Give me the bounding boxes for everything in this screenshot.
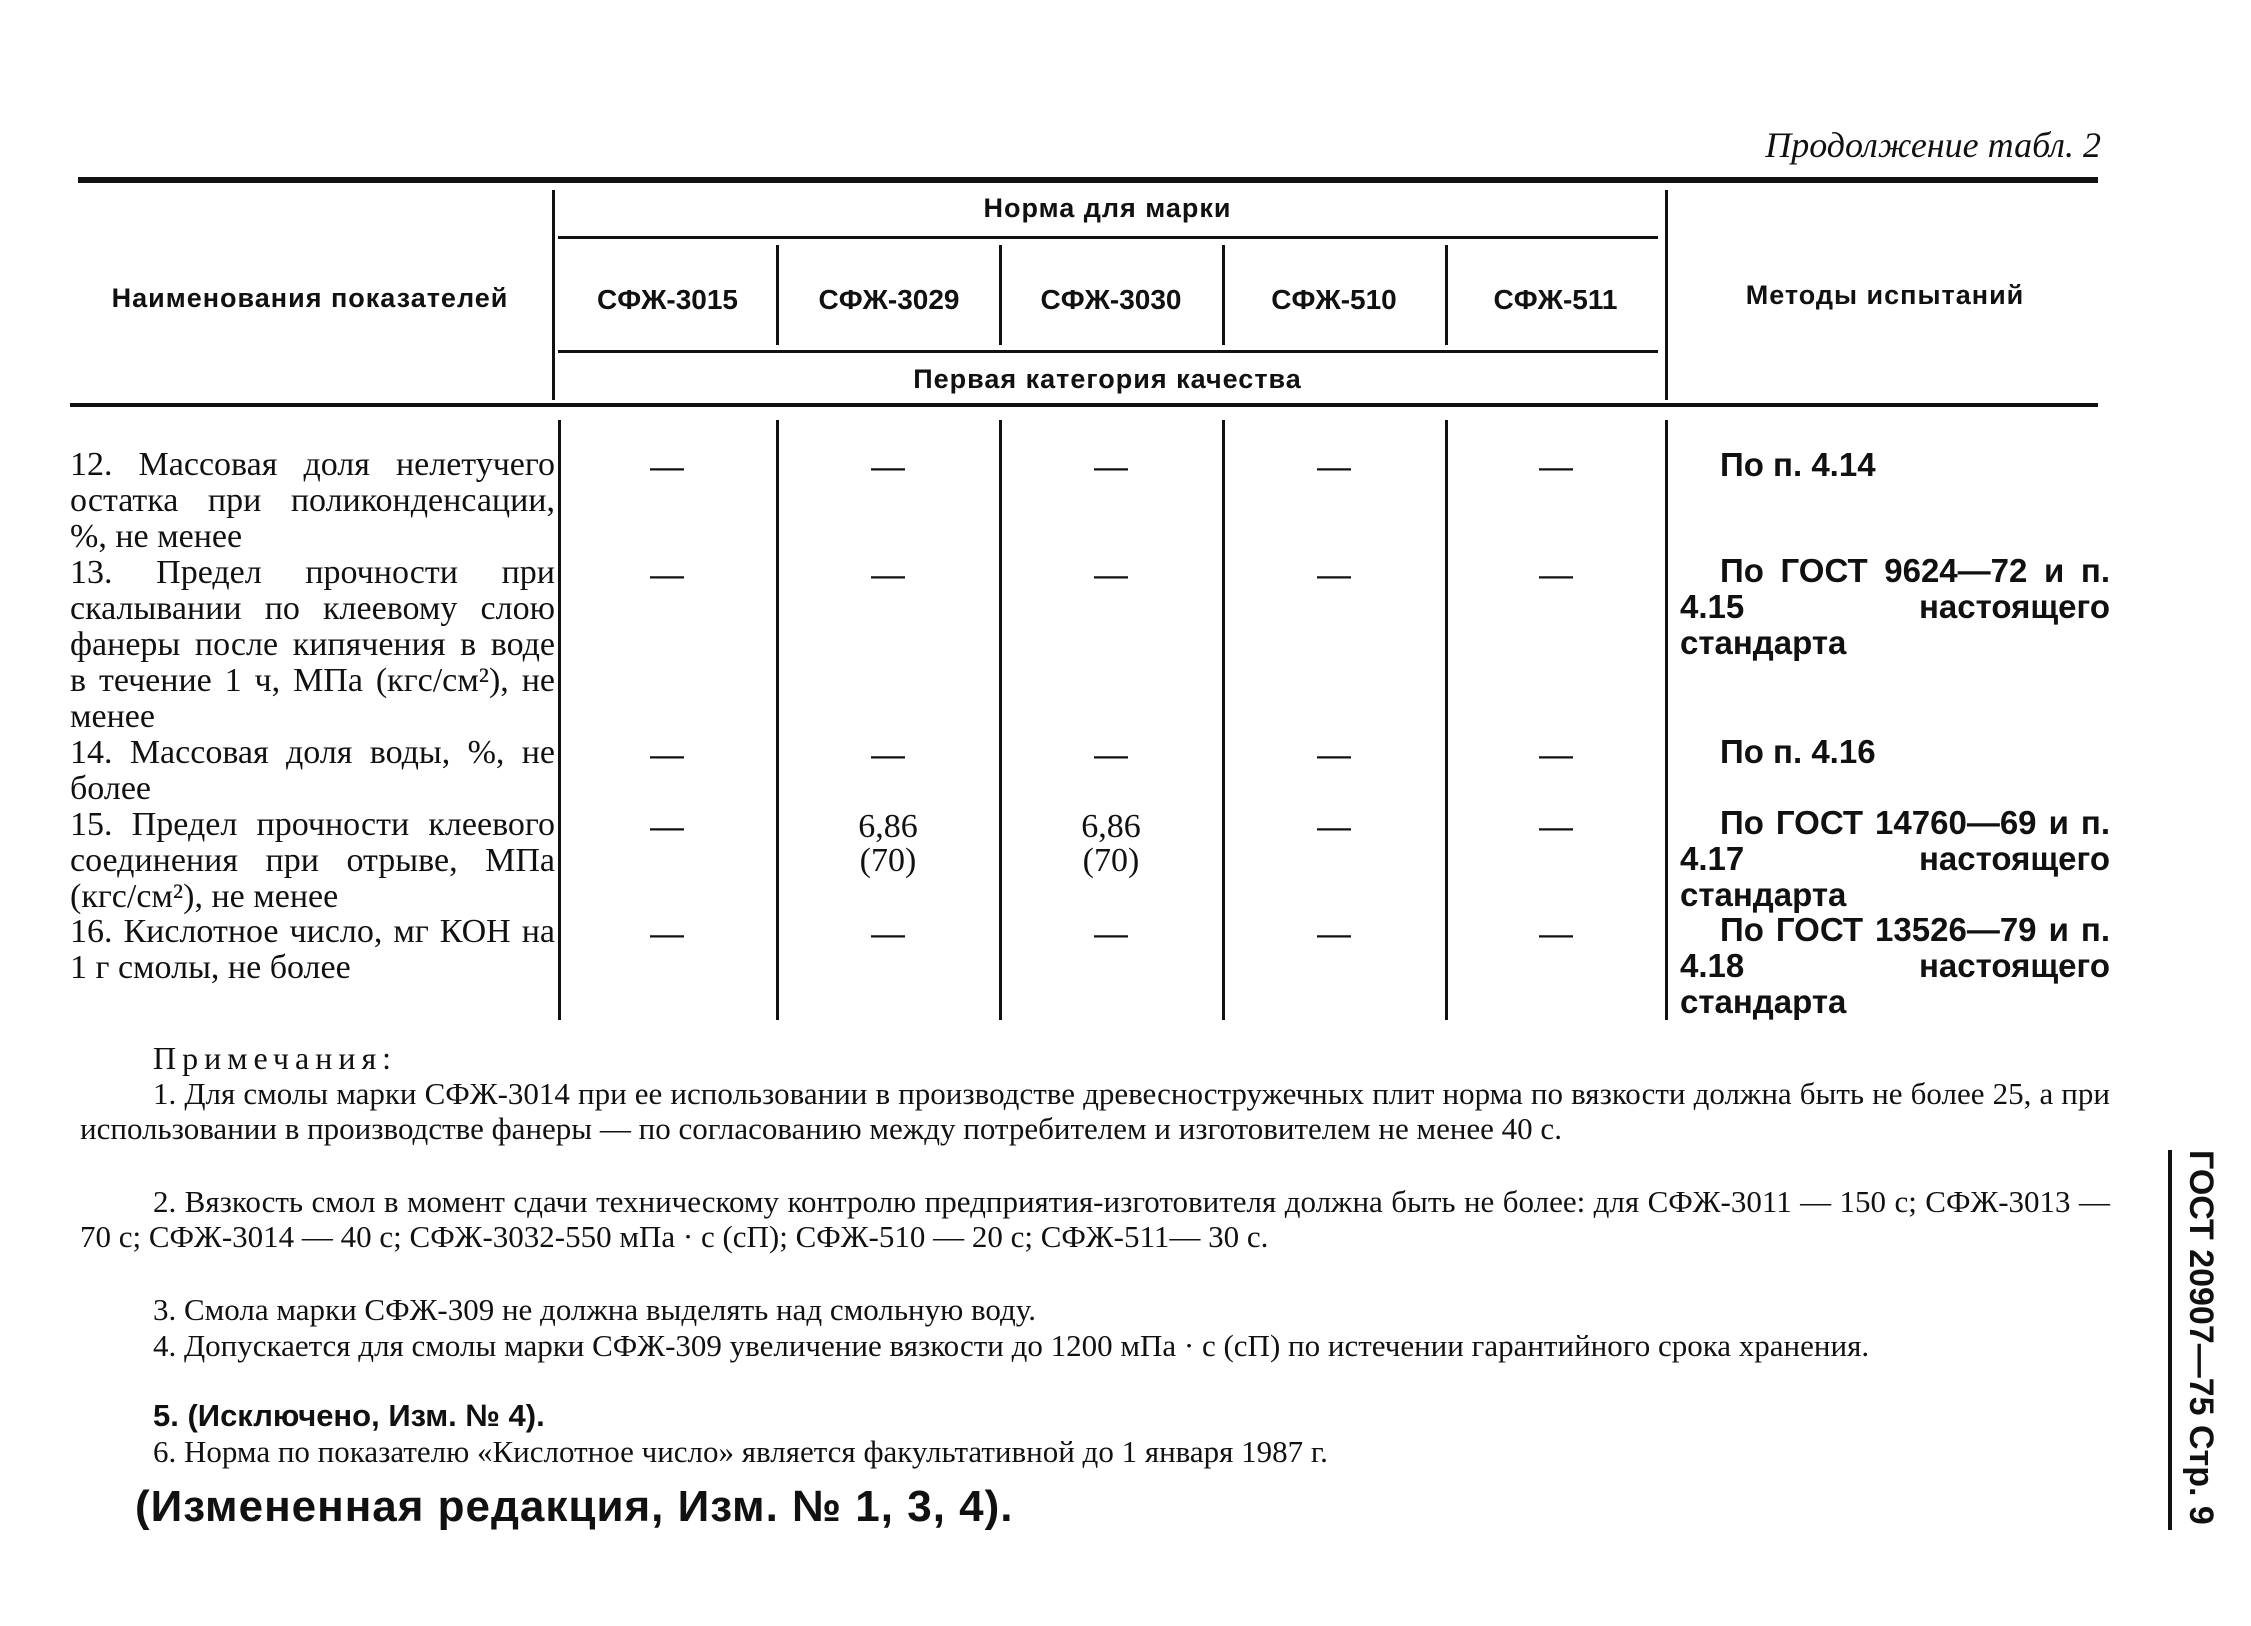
row-16-value-511: — <box>1539 915 1573 953</box>
row-15-value-3029: 6,86 (70) <box>858 808 918 879</box>
body-col-divider-2 <box>999 420 1002 1020</box>
table-top-rule <box>78 177 2098 183</box>
row-13-value-3015: — <box>650 556 684 594</box>
mark-sfzh-511: СФЖ-511 <box>1493 284 1618 315</box>
norm-subheader-rule <box>558 236 1658 239</box>
row-13-value-3029: — <box>871 556 905 594</box>
header-bottom-rule <box>70 403 2098 407</box>
note-2: 2. Вязкость смол в момент сдачи техническому контролю предприятия-изготовителя должна быть не более: для СФЖ-3011 — 150 с; СФЖ-3013 — 70 с; СФЖ-3014 — 40 с; СФЖ-3032-550 мПа · с (сП); СФЖ-510 — 20 с; СФЖ-511— 30 с. <box>80 1184 2110 1254</box>
col-divider-mark-1 <box>776 245 779 345</box>
norm-header: Норма для марки <box>983 193 1232 223</box>
methods-column-header: Методы испытаний <box>1745 280 2025 310</box>
row-12-value-511: — <box>1539 448 1573 486</box>
note-1: 1. Для смолы марки СФЖ-3014 при ее использовании в производстве древесностружечных плит норма по вязкости должна быть не более 25, а при использовании в производстве фанеры — по согласованию между потребителем и изготовителем не менее 40 с. <box>80 1076 2110 1146</box>
row-12-method: По п. 4.14 <box>1720 446 1876 483</box>
row-14-value-3029: — <box>871 736 905 774</box>
row-16-value-3015: — <box>650 915 684 953</box>
mark-sfzh-3015: СФЖ-3015 <box>596 284 739 315</box>
table-row-16-indicator: 16. Кислотное число, мг КОН на 1 г смолы, не более <box>70 913 555 986</box>
row-16-value-510: — <box>1317 915 1351 953</box>
notes-title: Примечания: <box>153 1040 398 1076</box>
table-row-13-indicator: 13. Предел прочности при скалывании по клеевому слою фанеры после кипячения в воде в течение 1 ч, МПа (кгс/см²), не менее <box>70 554 555 735</box>
row-14-value-3030: — <box>1094 736 1128 774</box>
row-15-value-3030: 6,86 (70) <box>1081 808 1141 879</box>
table-row-14-indicator: 14. Массовая доля воды, %, не более <box>70 734 555 807</box>
table-continuation-label: Продолжение табл. 2 <box>1765 125 2101 165</box>
row-15-value-510: — <box>1317 808 1351 846</box>
side-label-rule <box>2168 1150 2172 1530</box>
row-13-value-510: — <box>1317 556 1351 594</box>
mark-sfzh-3030: СФЖ-3030 <box>1040 284 1182 315</box>
body-col-divider-0 <box>558 420 561 1020</box>
note-3: 3. Смола марки СФЖ-309 не должна выделять над смольную воду. <box>153 1292 1036 1327</box>
body-col-divider-1 <box>776 420 779 1020</box>
marks-bottom-rule <box>558 350 1658 353</box>
row-12-value-3015: — <box>650 448 684 486</box>
row-13-method: По ГОСТ 9624—72 и п. 4.15 настоящего стандарта <box>1680 552 2110 661</box>
table-row-12-indicator: 12. Массовая доля нелетучего остатка при поликонденсации, %, не менее <box>70 446 555 555</box>
row-16-method: По ГОСТ 13526—79 и п. 4.18 настоящего стандарта <box>1680 911 2110 1020</box>
row-13-value-511: — <box>1539 556 1573 594</box>
row-14-value-510: — <box>1317 736 1351 774</box>
side-page-label: ГОСТ 20907—75 Стр. 9 <box>2182 1150 2220 1525</box>
amendment-note: (Измененная редакция, Изм. № 1, 3, 4). <box>135 1482 1014 1531</box>
mark-sfzh-510: СФЖ-510 <box>1271 284 1397 315</box>
row-15-value-511: — <box>1539 808 1573 846</box>
note-4: 4. Допускается для смолы марки СФЖ-309 увеличение вязкости до 1200 мПа · с (сП) по истечении гарантийного срока хранения. <box>153 1328 1870 1363</box>
row-16-value-3030: — <box>1094 915 1128 953</box>
indicator-column-header: Наименования показателей <box>111 283 509 313</box>
mark-sfzh-3029: СФЖ-3029 <box>818 284 960 315</box>
row-14-value-511: — <box>1539 736 1573 774</box>
note-6: 6. Норма по показателю «Кислотное число» является факультативной до 1 января 1987 г. <box>153 1434 1328 1469</box>
row-16-value-3029: — <box>871 915 905 953</box>
row-13-value-3030: — <box>1094 556 1128 594</box>
table-row-15-indicator: 15. Предел прочности клеевого соединения при отрыве, МПа (кгс/см²), не менее <box>70 806 555 915</box>
body-col-divider-5 <box>1665 420 1668 1020</box>
row-12-value-510: — <box>1317 448 1351 486</box>
col-divider-methods <box>1665 190 1668 400</box>
body-col-divider-4 <box>1445 420 1448 1020</box>
category-header: Первая категория качества <box>913 364 1302 394</box>
row-14-method: По п. 4.16 <box>1720 733 1876 770</box>
row-15-value-3015: — <box>650 808 684 846</box>
body-col-divider-3 <box>1222 420 1225 1020</box>
row-15-method: По ГОСТ 14760—69 и п. 4.17 настоящего стандарта <box>1680 804 2110 913</box>
col-divider-indicator <box>552 190 555 400</box>
row-14-value-3015: — <box>650 736 684 774</box>
row-12-value-3030: — <box>1094 448 1128 486</box>
row-12-value-3029: — <box>871 448 905 486</box>
note-5: 5. (Исключено, Изм. № 4). <box>153 1398 545 1433</box>
